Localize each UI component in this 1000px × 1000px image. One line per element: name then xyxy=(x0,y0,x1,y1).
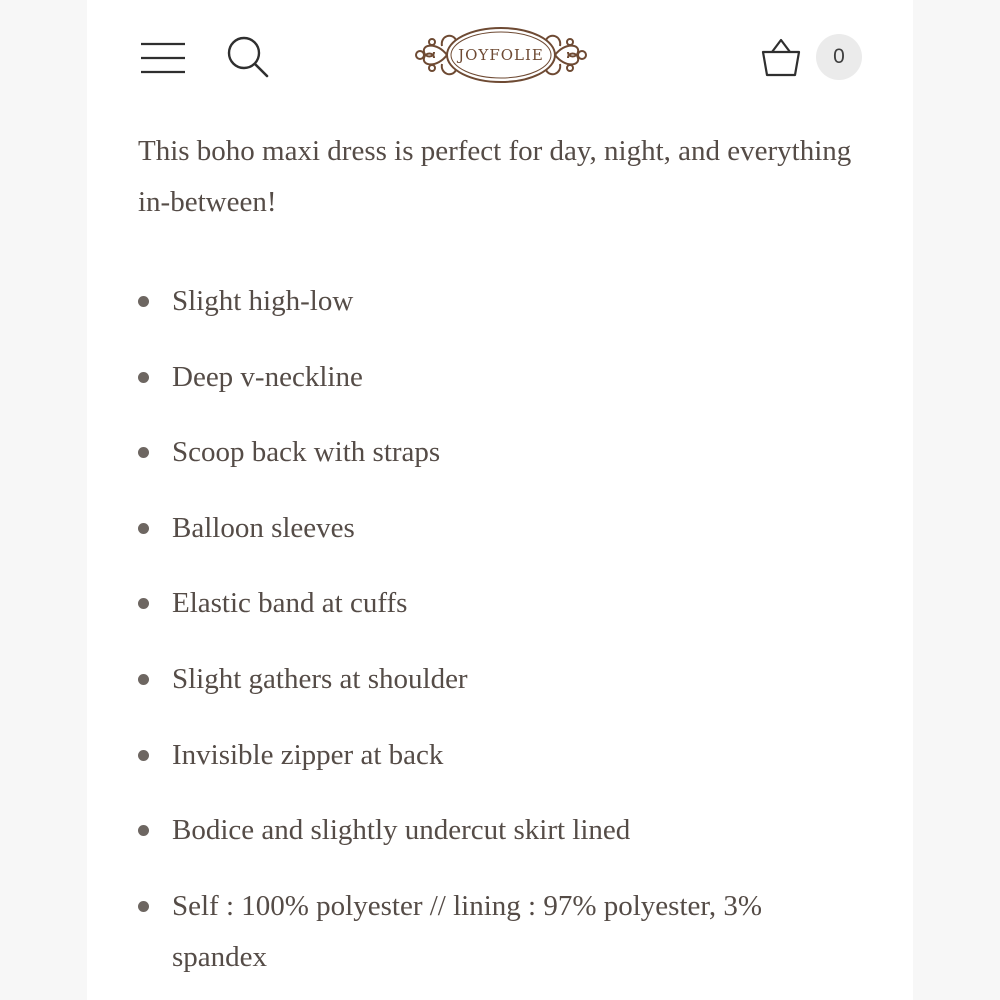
product-intro-text: This boho maxi dress is perfect for day, night, and everything in-between! xyxy=(138,135,852,218)
search-icon[interactable] xyxy=(226,35,270,79)
feature-text: Slight high-low xyxy=(172,285,354,317)
feature-list-item xyxy=(138,730,858,781)
joyfolie-logo[interactable] xyxy=(412,22,590,88)
feature-list-item xyxy=(138,654,858,705)
bullet-icon xyxy=(138,523,149,534)
site-header xyxy=(87,0,913,115)
bullet-icon xyxy=(138,750,149,761)
feature-list-item xyxy=(138,881,858,983)
bullet-icon xyxy=(138,598,149,609)
bullet-icon xyxy=(138,296,149,307)
cart-count-badge[interactable]: 0 xyxy=(816,34,862,80)
feature-text: Invisible zipper at back xyxy=(172,738,444,771)
bullet-icon xyxy=(138,447,149,458)
feature-text: Elastic band at cuffs xyxy=(172,587,408,620)
hamburger-menu-icon[interactable] xyxy=(141,42,185,74)
feature-list-item xyxy=(138,427,858,478)
bullet-icon xyxy=(138,825,149,836)
product-page xyxy=(87,0,913,1000)
feature-list-item xyxy=(138,276,858,327)
feature-list xyxy=(138,276,858,1000)
feature-list-item xyxy=(138,503,858,554)
logo-text: JOYFOLIE xyxy=(458,46,544,64)
feature-text: Bodice and slightly undercut skirt lined xyxy=(172,814,631,847)
feature-list-item xyxy=(138,805,858,856)
feature-text: Slight gathers at shoulder xyxy=(172,662,468,695)
feature-text: Self : 100% polyester // lining : 97% polyester, 3% spandex xyxy=(172,889,763,973)
feature-text: Deep v-neckline xyxy=(172,360,363,393)
feature-text: Scoop back with straps xyxy=(172,436,441,469)
feature-text: Balloon sleeves xyxy=(172,511,355,544)
feature-list-item xyxy=(138,578,858,629)
bullet-icon xyxy=(138,372,149,383)
feature-list-item xyxy=(138,352,858,403)
product-description xyxy=(138,126,858,973)
shopping-basket-icon[interactable] xyxy=(760,36,802,80)
bullet-icon xyxy=(138,674,149,685)
bullet-icon xyxy=(138,901,149,912)
